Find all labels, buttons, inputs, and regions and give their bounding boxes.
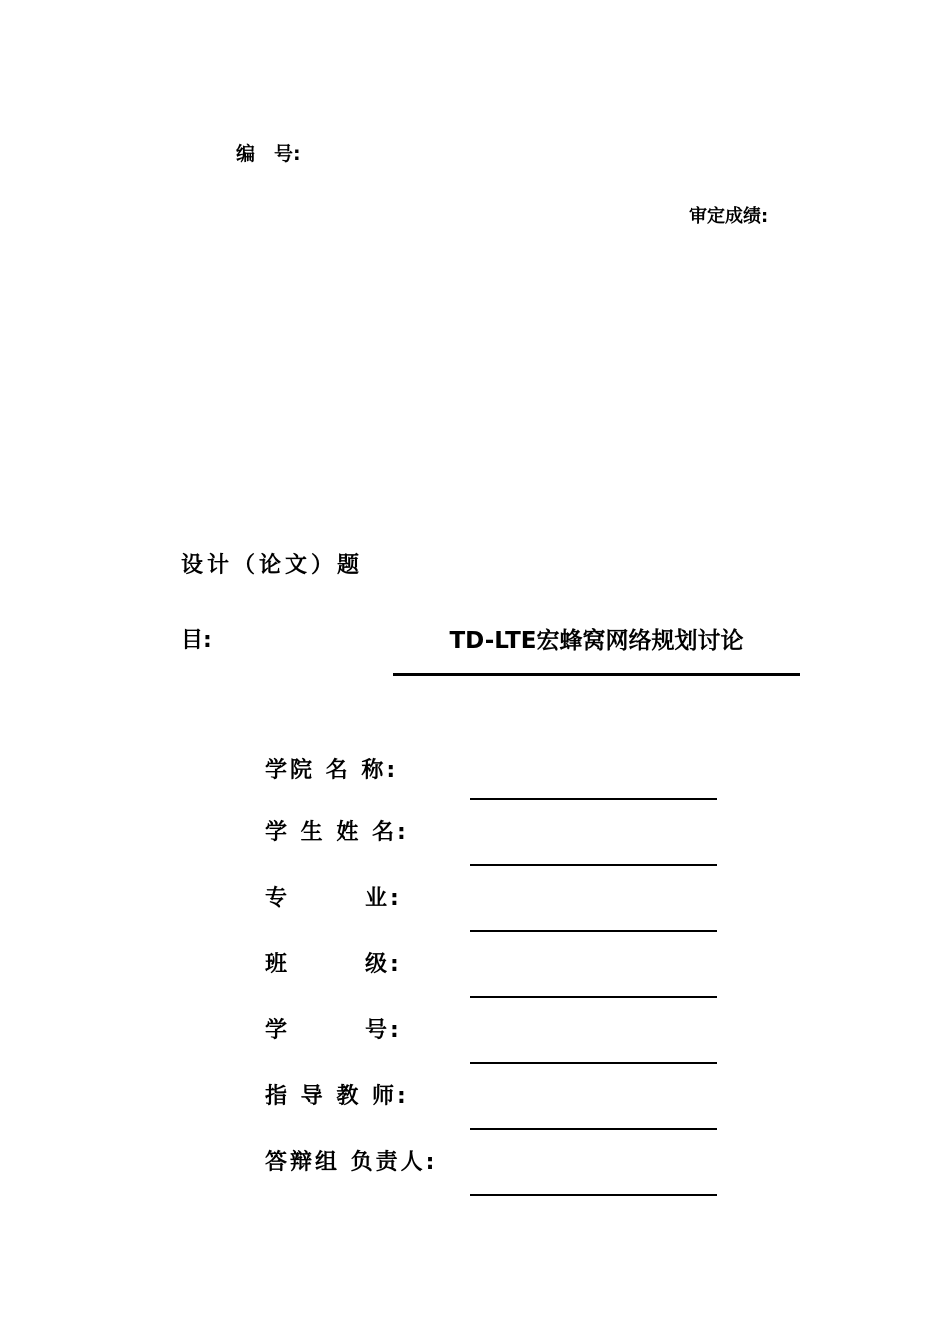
field-line-advisor	[470, 1128, 717, 1130]
field-label-student-id: 学 号:	[265, 1018, 402, 1043]
thesis-title-label-line2: 目:	[181, 628, 212, 653]
field-label-advisor: 指 导 教 师:	[265, 1084, 409, 1109]
field-label-class: 班 级:	[265, 952, 402, 977]
serial-number-label: 编 号:	[236, 143, 301, 165]
field-line-class	[470, 996, 717, 998]
field-line-student-name	[470, 864, 717, 866]
field-label-college: 学院 名 称:	[265, 758, 399, 783]
thesis-title-label-line1: 设计（论文）题	[181, 553, 364, 578]
field-line-major	[470, 930, 717, 932]
field-line-student-id	[470, 1062, 717, 1064]
thesis-title-value: TD-LTE宏蜂窝网络规划讨论	[449, 628, 744, 654]
field-label-major: 专 业:	[265, 886, 402, 911]
field-line-defense-leader	[470, 1194, 717, 1196]
field-line-college	[470, 798, 717, 800]
thesis-title-underline	[393, 673, 800, 676]
field-label-student-name: 学 生 姓 名:	[265, 820, 409, 845]
grade-label: 审定成绩:	[689, 206, 769, 227]
field-label-defense-leader: 答辩组 负责人:	[265, 1150, 438, 1175]
